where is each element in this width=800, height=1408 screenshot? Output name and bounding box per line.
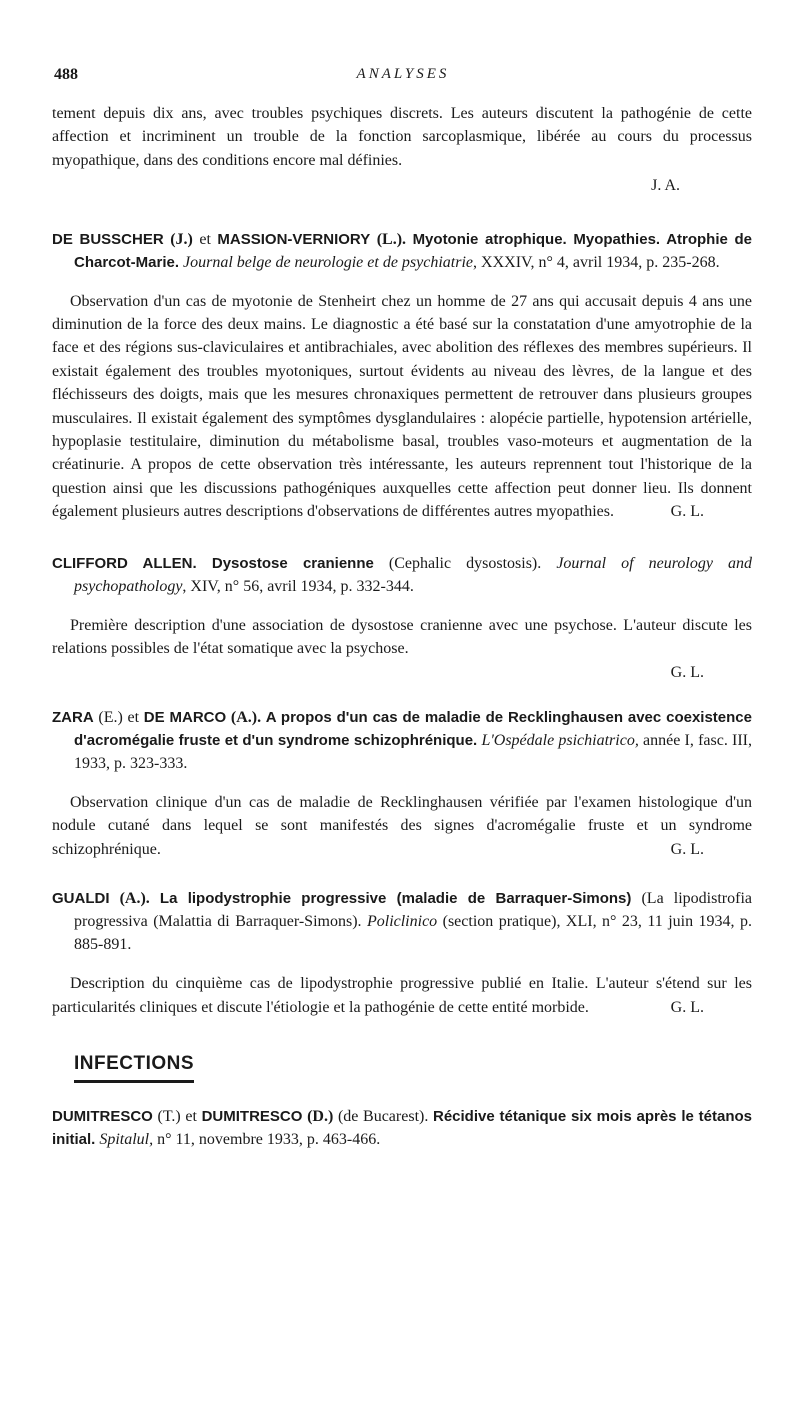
entry3-author-a: ZARA	[52, 708, 94, 726]
entry5-journal: Spitalul,	[95, 1130, 154, 1148]
page-header	[54, 66, 752, 88]
entry3-title: A propos d'un cas de maladie de Recklinghausen avec coexistence d'acromégalie fruste et d'un syndrome schizophrénique.	[74, 708, 752, 749]
entry3-journal: L'Ospédale psichiatrico,	[481, 731, 639, 749]
section-heading-infections: INFECTIONS	[74, 1053, 194, 1083]
entry4-details: (section pratique), XLI, n° 23, 11 juin 1934, p. 885-891.	[74, 913, 752, 954]
entry4-initial: (A.).	[109, 890, 160, 908]
entry2-authors: CLIFFORD ALLEN.	[52, 554, 212, 572]
entry1-and: et	[199, 230, 218, 248]
entry3-author-b: DE MARCO	[143, 708, 227, 726]
bibliographic-entry-1	[52, 228, 752, 274]
entry2-abstract: Première description d'une association de dysostose cranienne avec une psychose. L'auteur discute les relations possibles de l'état somatique avec la psychose.	[52, 616, 752, 658]
entry4-subtitle: (La lipodistrofia progressiva (Malattia di Barraquer-Simons).	[74, 890, 752, 931]
entry1-journal: Journal belge de neurologie et de psychiatrie	[183, 253, 474, 271]
intro-signature: J. A.	[651, 177, 680, 195]
entry1-title: Myotonie atrophique. Myopathies. Atrophie de Charcot-Marie.	[74, 230, 753, 271]
running-title: ANALYSES	[356, 66, 450, 82]
entry2-details: , XIV, n° 56, avril 1934, p. 332-344.	[182, 577, 414, 595]
entry1-initial-a: (J.)	[163, 230, 200, 248]
entry4-journal: Policlinico	[366, 913, 438, 931]
entry5-title: Récidive tétanique six mois après le tétanos initial.	[52, 1107, 753, 1148]
entry2-journal: Journal of neurology and psychopathology	[74, 554, 752, 595]
entry3-initial-a: (E.) et	[93, 708, 144, 726]
page-content	[52, 102, 752, 1151]
entry4-signature: G. L.	[670, 998, 704, 1016]
entry1-signature: G. L.	[670, 503, 704, 521]
intro-paragraph: tement depuis dix ans, avec troubles psychiques discrets. Les auteurs discutent la pathogénie de cette affection et incriminent un trouble de la fonction sarcoplasmique, libérée au cours du processus myopathique, dans des conditions encore mal définies.	[52, 105, 752, 169]
entry2-title: Dysostose cranienne	[211, 554, 374, 572]
entry1-author-b: MASSION-VERNIORY	[217, 230, 371, 248]
bibliographic-entry-2	[52, 552, 752, 598]
entry3-signature: G. L.	[670, 840, 704, 858]
entry1-initial-b: (L.).	[370, 230, 413, 248]
entry3-initial-b: (A.).	[226, 708, 266, 726]
entry1-details: , XXXIV, n° 4, avril 1934, p. 235-268.	[473, 253, 720, 271]
page-number: 488	[54, 66, 78, 83]
entry5-initial-a: (T.) et	[152, 1107, 202, 1125]
entry5-author-a: DUMITRESCO	[52, 1107, 153, 1125]
bibliographic-entry-3	[52, 706, 752, 775]
entry2-signature: G. L.	[670, 663, 704, 681]
entry5-details: n° 11, novembre 1933, p. 463-466.	[153, 1130, 381, 1148]
entry3-details: année I, fasc. III, 1933, p. 323-333.	[74, 731, 753, 772]
entry2-subtitle: (Cephalic dysostosis).	[373, 554, 557, 572]
entry1-abstract: Observation d'un cas de myotonie de Stenheirt chez un homme de 27 ans qui accusait depuis 4 ans une diminution de la force des deux mains. Le diagnostic a été basé sur la constatation d'une amyotrophie de la face et des régions sus-claviculaires et antibrachiales, avec abolition des réflexes des membres supérieurs. Il existait également des troubles myotoniques, surtout évidents au niveau des lèvres, de la langue et des fléchisseurs des doigts, mais que les mesures chronaxiques permettent de retrouver dans plusieurs groupes musculaires. Il existait également des symptômes dysglandulaires : alopécie partielle, hypotension artérielle, hypoplasie testitulaire, diminution du métabolisme basal, troubles vaso-moteurs et augmentation de la créatinurie. A propos de cette observation très intéressante, les auteurs reprennent tout l'historique de la question ainsi que les discussions pathogéniques auxquelles cette affection peut donner lieu. Ils donnent également plusieurs autres descriptions d'observations de différentes autres myopathies.	[52, 292, 752, 521]
entry4-authors: GUALDI	[52, 890, 110, 908]
entry5-author-b: DUMITRESCO	[201, 1107, 303, 1125]
entry5-initial-b: (D.)	[302, 1107, 338, 1125]
bibliographic-entry-5	[52, 1105, 752, 1151]
bibliographic-entry-4	[52, 887, 752, 956]
entry4-abstract: Description du cinquième cas de lipodystrophie progressive publié en Italie. L'auteur s'étend sur les particularités cliniques et discute l'étiologie et la pathogénie de cette entité morbide.	[52, 975, 752, 1016]
entry1-author-a: DE BUSSCHER	[52, 230, 164, 248]
entry3-abstract: Observation clinique d'un cas de maladie de Recklinghausen vérifiée par l'examen histologique d'un nodule cutané dans lequel se sont manifestés des signes d'acromégalie fruste et un syndrome schizophrénique.	[52, 793, 752, 858]
entry5-origin: (de Bucarest).	[337, 1107, 433, 1125]
entry4-title: La lipodystrophie progressive (maladie de Barraquer-Simons)	[159, 890, 632, 908]
